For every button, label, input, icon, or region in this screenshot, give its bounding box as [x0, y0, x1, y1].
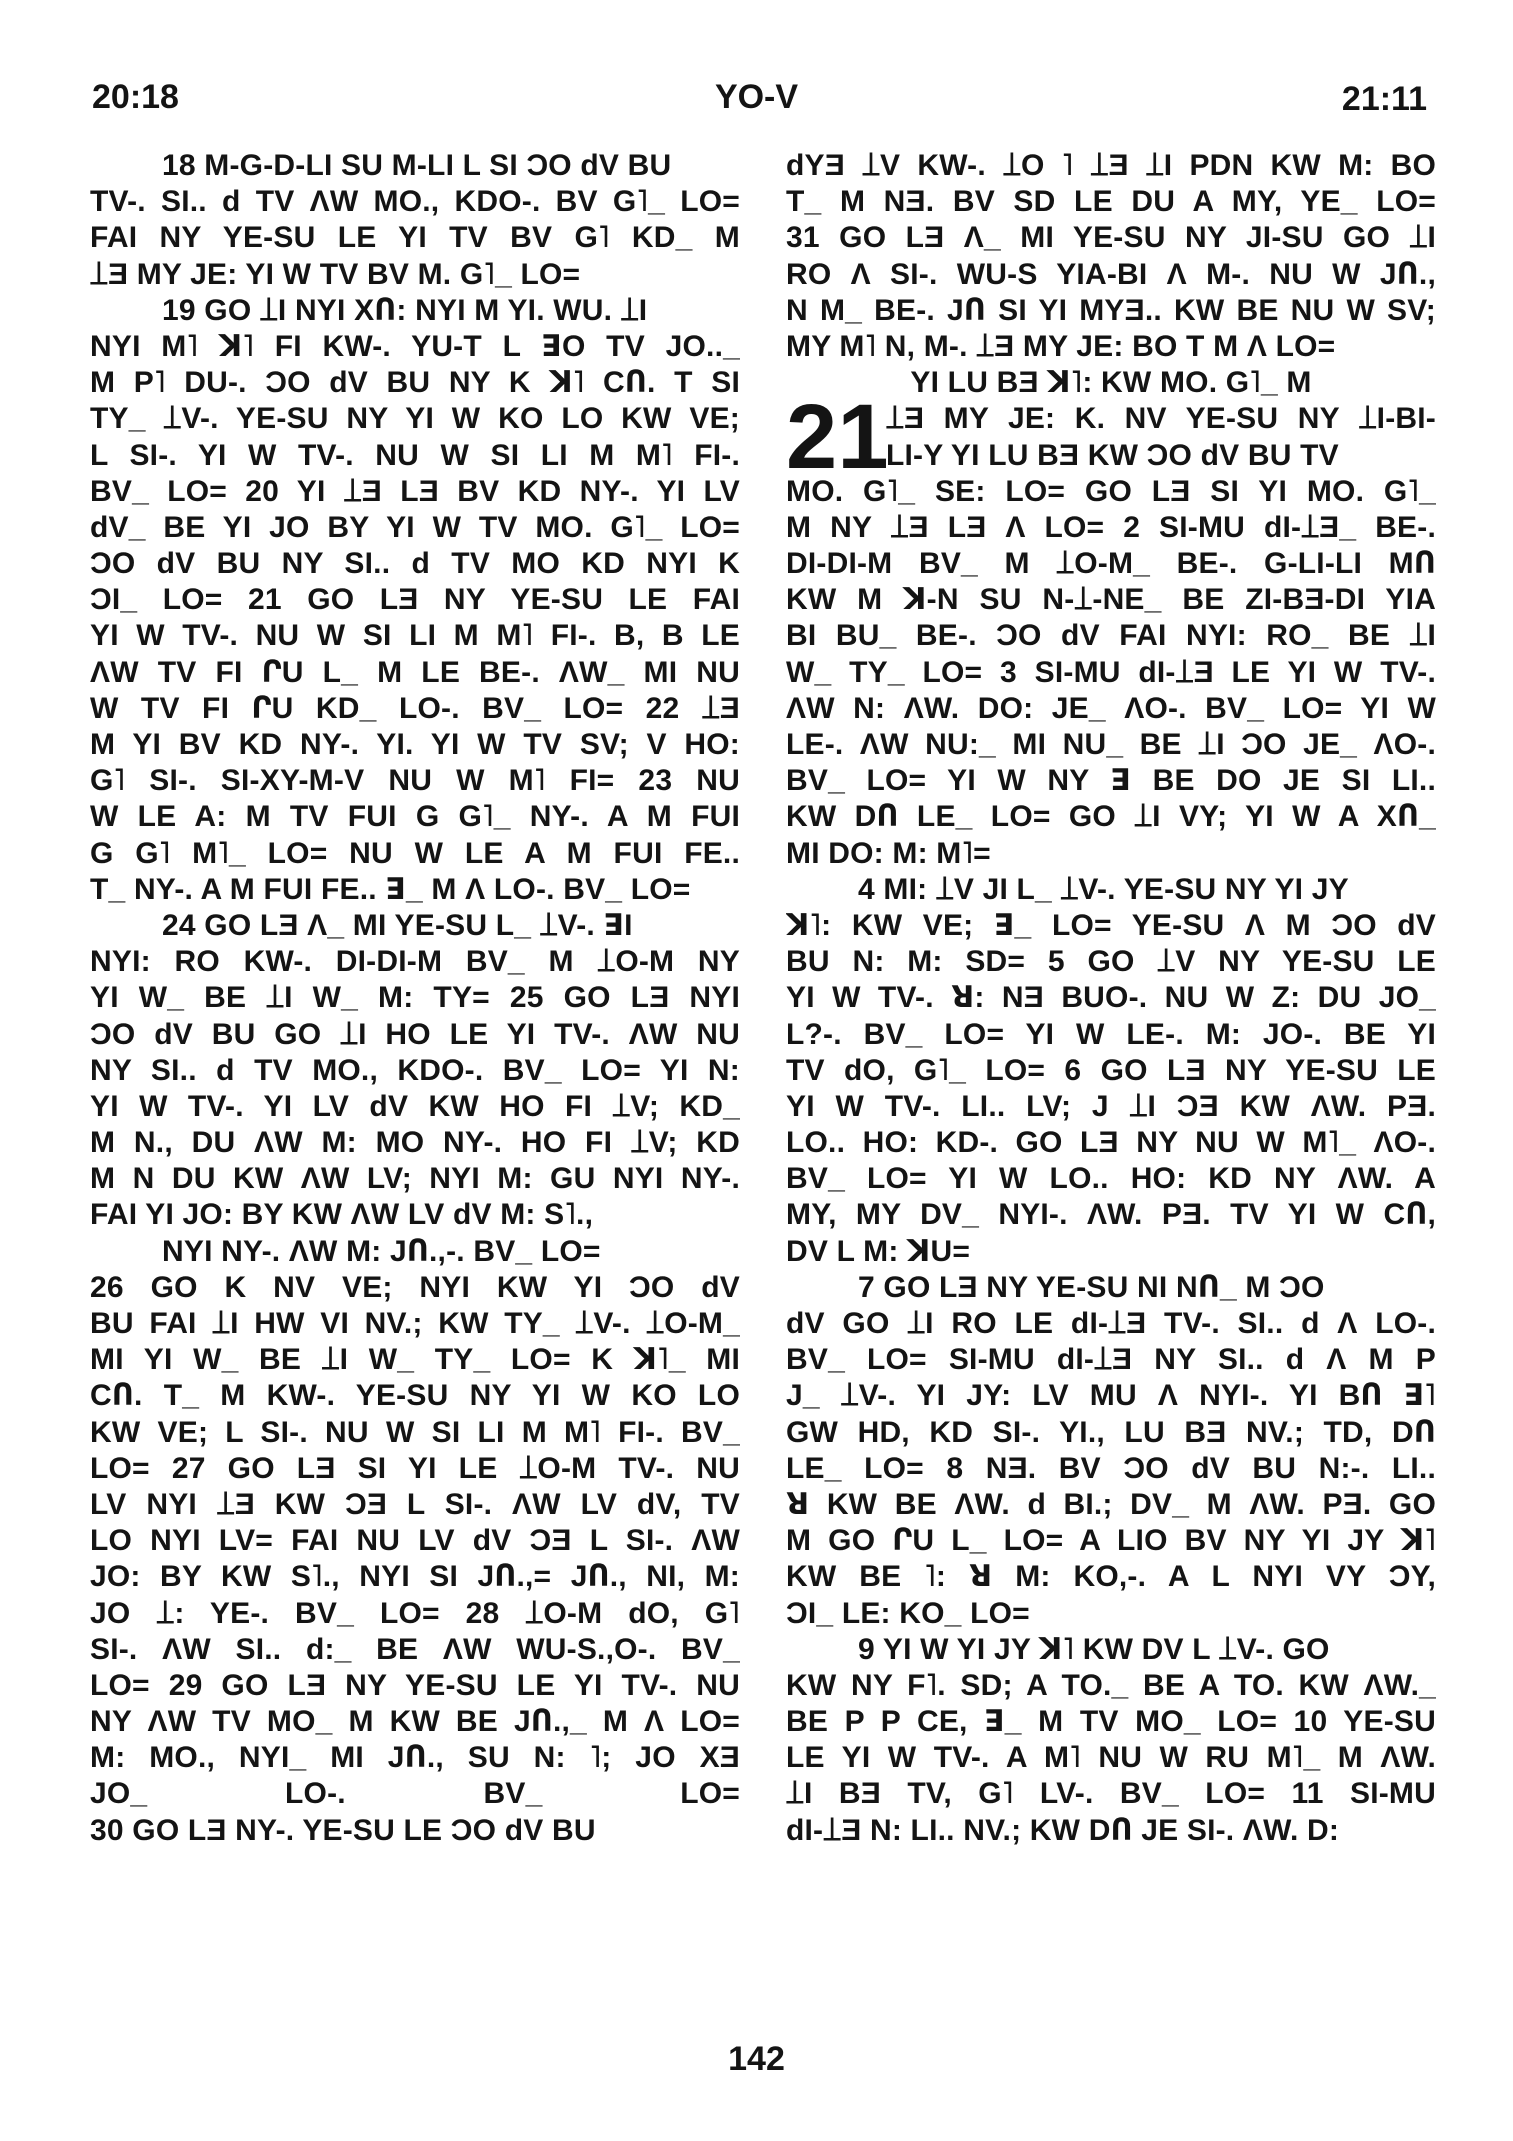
text-line: 26 GO K NV VE; NYI KW YI ƆO dV — [90, 1270, 740, 1304]
text-line: TY_ ⟘V-. YE-SU NY YI W KO LO KW VE; — [90, 402, 740, 436]
text-line: KW VE; L SI-. NU W SI LI M M˥ FI-. BV_ — [90, 1415, 740, 1449]
text-line: N M_ BE-. JՈ SI YI MYƎ.. KW BE NU W SV; — [786, 293, 1436, 327]
text-line: BV_ LO= YI W NY ꓱ BE DO JE SI LI.. — [786, 764, 1436, 798]
text-line: LI-Y YI LU BƎ KW ƆO dV BU TV — [886, 438, 1339, 472]
text-line: ꓤ KW BE ΛW. d BI.; DV_ M ΛW. PƎ. GO — [786, 1487, 1436, 1521]
text-line: SI-. ΛW SI.. d:_ BE ΛW WU-S.,O-. BV_ — [90, 1632, 740, 1666]
text-line: M GO ՐU L_ LO= A LIO BV NY YI JY ꓘ˥ — [786, 1524, 1436, 1558]
text-line: GW HD, KD SI-. YI., LU BƎ NV.; TD, DՈ — [786, 1415, 1436, 1449]
page-number: 142 — [728, 2040, 785, 2078]
text-line: 24 GO LƎ Λ_ MI YE-SU L_ ⟘V-. ꓱI — [162, 908, 633, 942]
text-line: DI-DI-M BV_ M ⟘O-M_ BE-. G-LI-LI MՈ — [786, 547, 1436, 581]
text-line: BV_ LO= SI-MU dI-⟘Ǝ NY SI.. d Λ M P — [786, 1343, 1436, 1377]
right-text-column — [786, 148, 1436, 1849]
text-line: DV L M: ꓘU= — [786, 1234, 971, 1268]
text-line: LE-. ΛW NU:_ MI NU_ BE ⟘I ƆO JE_ ΛO-. — [786, 728, 1436, 762]
text-line: W TV FI ՐU KD_ LO-. BV_ LO= 22 ⟘Ǝ — [90, 691, 740, 725]
text-line: YI W TV-. YI LV dV KW HO FI ⟘V; KD_ — [90, 1089, 740, 1123]
text-line: ƆI_ LO= 21 GO LƎ NY YE-SU LE FAI — [90, 583, 740, 617]
text-line: NYI: RO KW-. DI-DI-M BV_ M ⟘O-M NY — [90, 945, 740, 979]
text-line: 4 MI: ⟘V JI L_ ⟘V-. YE-SU NY YI JY — [858, 872, 1349, 906]
text-line: 18 M-G-D-LI SU M-LI L SI ƆO dV BU — [162, 149, 672, 182]
text-line: ⟘I BƎ TV, G˥ LV-. BV_ LO= 11 SI-MU — [786, 1777, 1436, 1811]
text-line: ⟘Ǝ MY JE: K. NV YE-SU NY ⟘I-BI- — [886, 402, 1436, 436]
text-line: 19 GO ⟘I NYI XՈ: NYI M YI. WU. ⟘I — [162, 293, 648, 327]
text-line: dV_ BE YI JO BY YI W TV MO. G˥_ LO= — [90, 510, 740, 544]
text-line: M P˥ DU-. ƆO dV BU NY K ꓘ˥ CՈ. T SI — [90, 366, 740, 400]
text-line: M YI BV KD NY-. YI. YI W TV SV; V HO: — [90, 728, 740, 761]
text-line: KW NY F˥. SD; A TO._ BE A TO. KW ΛW._ — [786, 1668, 1436, 1702]
text-line: NY SI.. d TV MO., KDO-. BV_ LO= YI N: — [90, 1053, 740, 1087]
text-line: YI W_ BE ⟘I W_ M: TY= 25 GO LƎ NYI — [90, 981, 740, 1015]
running-head — [0, 0, 1513, 130]
text-line: LO= 27 GO LƎ SI YI LE ⟘O-M TV-. NU — [90, 1451, 740, 1485]
text-line: MY, MY DV_ NYI-. ΛW. PƎ. TV YI W CՈ, — [786, 1198, 1436, 1232]
left-text-column — [90, 148, 740, 1849]
text-line: ꓘ˥: KW VE; ꓱ_ LO= YE-SU Λ M ƆO dV — [786, 908, 1436, 942]
text-line: LO= 29 GO LƎ NY YE-SU LE YI TV-. NU — [90, 1668, 740, 1702]
text-line: NYI M˥ ꓘ˥ FI KW-. YU-T L ꓱO TV JO.._ — [90, 329, 740, 363]
chapter-heading: YI LU BƎ ꓘ˥: KW MO. G˥_ M — [910, 366, 1312, 400]
right-column-bottom-block — [786, 474, 1436, 1849]
text-line: TV-. SI.. d TV ΛW MO., KDO-. BV G˥_ LO= — [90, 185, 740, 219]
text-line: ΛW TV FI ՐU L_ M LE BE-. ΛW_ MI NU — [90, 655, 740, 689]
text-line: J_ ⟘V-. YI JY: LV MU Λ NYI-. YI BՈ ꓱ˥ — [786, 1379, 1436, 1413]
text-line: ΛW N: ΛW. DO: JE_ ΛO-. BV_ LO= YI W — [786, 691, 1436, 725]
text-line: G G˥ M˥_ LO= NU W LE A M FUI FE.. — [90, 836, 740, 870]
text-line: dV GO ⟘I RO LE dI-⟘Ǝ TV-. SI.. d Λ LO-. — [786, 1307, 1436, 1341]
text-line: G˥ SI-. SI-XY-M-V NU W M˥ FI= 23 NU — [90, 764, 740, 798]
right-column-top-block — [786, 148, 1436, 365]
text-line: MY M˥ N, M-. ⟘Ǝ MY JE: BO T M Λ LO= — [786, 329, 1336, 363]
chapter-opening — [786, 386, 1436, 489]
text-line: LE_ LO= 8 NƎ. BV ƆO dV BU N:-. LI.. — [786, 1451, 1436, 1485]
text-line: FAI YI JO: BY KW ΛW LV dV M: S˥., — [90, 1198, 594, 1232]
text-line: TV dO, G˥_ LO= 6 GO LƎ NY YE-SU LE — [786, 1053, 1436, 1087]
text-line: ƆO dV BU NY SI.. d TV MO KD NYI K — [90, 547, 740, 581]
text-line: LV NYI ⟘Ǝ KW ƆƎ L SI-. ΛW LV dV, TV — [90, 1487, 740, 1521]
text-line: NY ΛW TV MO_ M KW BE JՈ.,_ M Λ LO= — [90, 1705, 740, 1739]
text-line: M NY ⟘Ǝ LƎ Λ LO= 2 SI-MU dI-⟘Ǝ_ BE-. — [786, 510, 1436, 544]
text-line: W_ TY_ LO= 3 SI-MU dI-⟘Ǝ LE YI W TV-. — [786, 655, 1436, 689]
text-line: M N DU KW ΛW LV; NYI M: GU NYI NY-. — [90, 1162, 740, 1196]
text-line: dYƎ ⟘V KW-. ⟘O ˥ ⟘Ǝ ⟘I PDN KW M: BO — [786, 149, 1436, 182]
text-line: BU N: M: SD= 5 GO ⟘V NY YE-SU LE — [786, 945, 1436, 979]
text-line: T_ NY-. A M FUI FE.. ꓱ_ M Λ LO-. BV_ LO= — [90, 872, 691, 906]
text-line: FAI NY YE-SU LE YI TV BV G˥ KD_ M — [90, 221, 740, 255]
text-line: LO.. HO: KD-. GO LƎ NY NU W M˥_ ΛO-. — [786, 1126, 1436, 1160]
text-line: LO NYI LV= FAI NU LV dV ƆƎ L SI-. ΛW — [90, 1524, 740, 1558]
text-line: ƆI_ LE: KO_ LO= — [786, 1596, 1030, 1630]
text-line: YI W TV-. NU W SI LI M M˥ FI-. B, B LE — [90, 619, 740, 653]
text-line: 30 GO LƎ NY-. YE-SU LE ƆO dV BU — [90, 1813, 596, 1847]
text-line: MI DO: M: M˥= — [786, 836, 991, 870]
chapter-drop-lines — [886, 401, 1436, 473]
header-book-title: YO-V — [714, 78, 799, 116]
text-line: JO ⟘: YE-. BV_ LO= 28 ⟘O-M dO, G˥ — [90, 1596, 740, 1630]
text-line: JO_ LO-. BV_ LO= — [90, 1777, 740, 1811]
text-line: RO Λ SI-. WU-S YIA-BI Λ M-. NU W JՈ., — [786, 257, 1436, 291]
text-line: LE YI W TV-. A M˥ NU W RU M˥_ M ΛW. — [786, 1741, 1436, 1775]
text-line: BV_ LO= 20 YI ⟘Ǝ LƎ BV KD NY-. YI LV — [90, 474, 740, 508]
header-left-reference: 20:18 — [92, 78, 179, 116]
text-line: BU FAI ⟘I HW VI NV.; KW TY_ ⟘V-. ⟘O-M_ — [90, 1307, 740, 1340]
text-line: CՈ. T_ M KW-. YE-SU NY YI W KO LO — [90, 1379, 740, 1413]
text-line: 31 GO LƎ Λ_ MI YE-SU NY JI-SU GO ⟘I — [786, 221, 1436, 255]
text-line: JO: BY KW S˥., NYI SI JՈ.,= JՈ., NI, M: — [90, 1560, 740, 1594]
text-line: KW DՈ LE_ LO= GO ⟘I VY; YI W A XՈ_ — [786, 800, 1436, 834]
text-line: L SI-. YI W TV-. NU W SI LI M M˥ FI-. — [90, 438, 740, 472]
text-line: YI W TV-. ꓤ: NƎ BUO-. NU W Z: DU JO_ — [786, 981, 1436, 1015]
text-line: M: MO., NYI_ MI JՈ., SU N: ˥; JO XƎ — [90, 1741, 740, 1775]
text-line: MI YI W_ BE ⟘I W_ TY_ LO= K ꓘ˥_ MI — [90, 1343, 740, 1377]
text-line: L?-. BV_ LO= YI W LE-. M: JO-. BE YI — [786, 1017, 1436, 1051]
text-line: KW BE ˥: ꓤ M: KO,-. A L NYI VY ƆY, — [786, 1560, 1436, 1594]
text-line: 7 GO LƎ NY YE-SU NI NՈ_ M ƆO — [858, 1270, 1325, 1304]
text-line: KW M ꓘ-N SU N-⟘-NE_ BE ZI-BƎ-DI YIA — [786, 583, 1436, 617]
header-right-reference: 21:11 — [1341, 80, 1427, 118]
text-line: ƆO dV BU GO ⟘I HO LE YI TV-. ΛW NU — [90, 1017, 740, 1051]
text-line: W LE A: M TV FUI G G˥_ NY-. A M FUI — [90, 800, 740, 834]
text-line: 9 YI W YI JY ꓘ˥ KW DV L ⟘V-. GO — [858, 1632, 1330, 1666]
text-line: M N., DU ΛW M: MO NY-. HO FI ⟘V; KD — [90, 1126, 740, 1160]
text-line: BI BU_ BE-. ƆO dV FAI NYI: RO_ BE ⟘I — [786, 619, 1436, 653]
text-line: BE P P CE, ꓱ_ M TV MO_ LO= 10 YE-SU — [786, 1705, 1436, 1739]
text-line: ⟘Ǝ MY JE: YI W TV BV M. G˥_ LO= — [90, 257, 581, 291]
text-line: BV_ LO= YI W LO.. HO: KD NY ΛW. A — [786, 1162, 1436, 1196]
text-line: dI-⟘Ǝ N: LI.. NV.; KW DՈ JE SI-. ΛW. D: — [786, 1813, 1340, 1847]
text-line: T_ M NƎ. BV SD LE DU A MY, YE_ LO= — [786, 185, 1436, 219]
text-line: YI W TV-. LI.. LV; J ⟘I ƆƎ KW ΛW. PƎ. — [786, 1089, 1436, 1123]
chapter-number: 21 — [786, 386, 889, 489]
text-line: NYI NY-. ΛW M: JՈ.,-. BV_ LO= — [162, 1234, 601, 1268]
text-line: MO. G˥_ SE: LO= GO LƎ SI YI MO. G˥_ — [786, 474, 1436, 508]
